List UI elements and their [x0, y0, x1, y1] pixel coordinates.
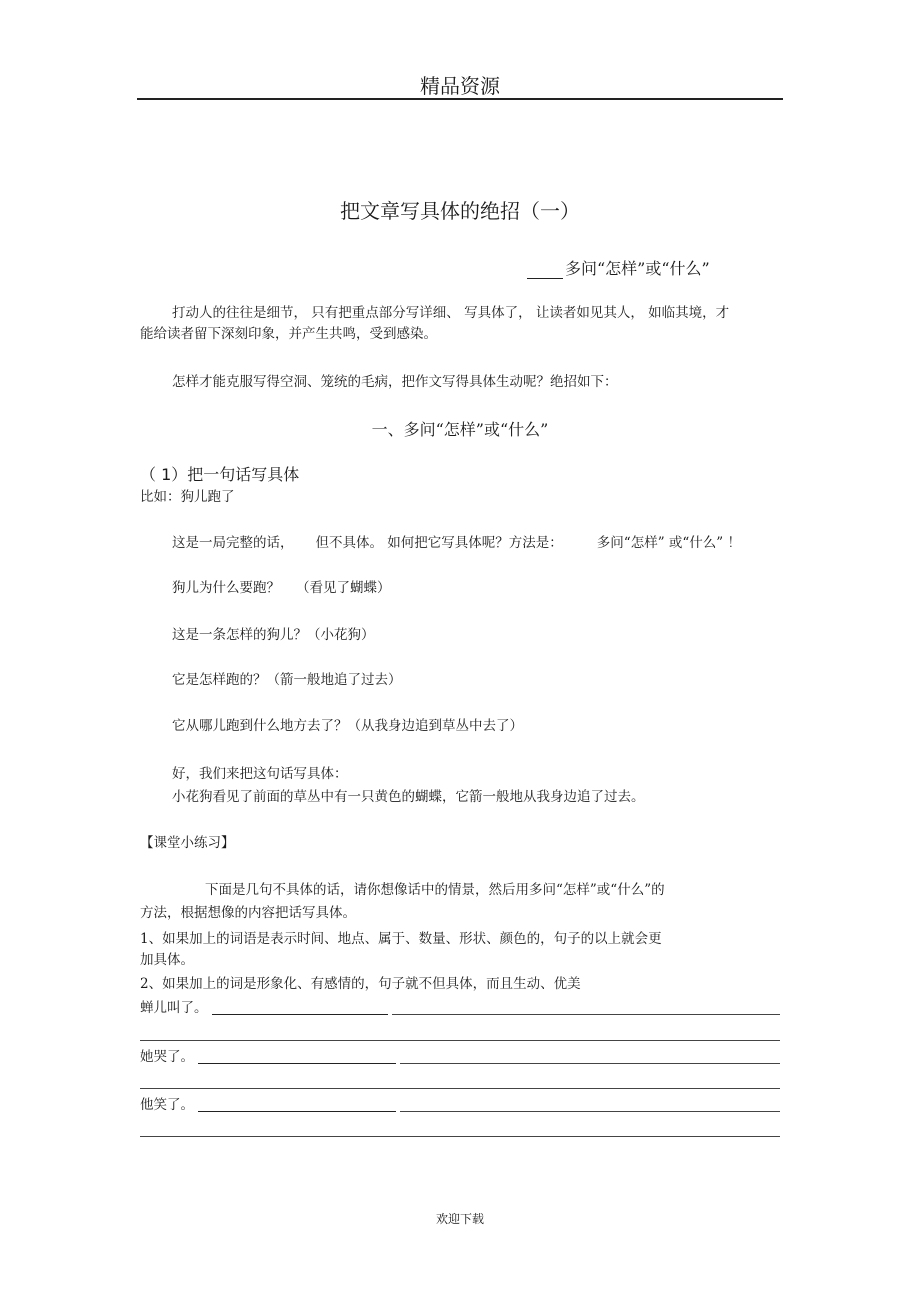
answer-line[interactable]: [198, 1063, 396, 1064]
intro-line-2: 能给读者留下深刻印象，并产生共鸣，受到感染。: [140, 326, 437, 342]
qa-item: 它从哪儿跑到什么地方去了？（从我身边追到草丛中去了）: [172, 718, 523, 734]
answer-line[interactable]: [140, 1040, 780, 1041]
qa-item: 它是怎样跑的？（箭一般地追了过去）: [172, 672, 402, 688]
question-paragraph: 怎样才能克服写得空洞、笼统的毛病，把作文写得具体生动呢？绝招如下：: [172, 374, 618, 390]
intro-line-1: 打动人的往往是细节， 只有把重点部分写详细、 写具体了， 让读者如见其人， 如临其境，才: [172, 305, 730, 321]
answer-line[interactable]: [198, 1111, 396, 1112]
explanation-part-1: 这是一局完整的话，: [172, 535, 294, 551]
section-heading: 一、多问“怎样”或“什么”: [371, 420, 549, 439]
result-intro: 好，我们来把这句话写具体：: [172, 766, 348, 782]
page-footer: 欢迎下载: [435, 1212, 484, 1226]
exercise-prompt-1: 蝉儿叫了。: [140, 1000, 208, 1016]
answer-line[interactable]: [140, 1136, 780, 1137]
document-title: 把文章写具体的绝招（一）: [340, 199, 580, 223]
exercise-prompt-3: 他笑了。: [140, 1097, 194, 1113]
explanation-part-3: 多问“怎样” 或“什么” ！: [596, 535, 741, 551]
practice-instruction-2: 方法，根据想像的内容把话写具体。: [140, 905, 356, 921]
tip-1: 1、如果加上的词语是表示时间、地点、属于、数量、形状、颜色的，句子的以上就会更: [140, 931, 662, 947]
subsection-heading: （ 1）把一句话写具体: [140, 465, 300, 484]
answer-line[interactable]: [392, 1014, 780, 1015]
practice-heading: 【课堂小练习】: [140, 835, 235, 851]
subtitle-blank-line: [527, 264, 563, 279]
header-divider: [137, 98, 783, 100]
exercise-prompt-2: 她哭了。: [140, 1049, 194, 1065]
answer-line[interactable]: [400, 1063, 780, 1064]
practice-instruction-1: 下面是几句不具体的话，请你想像话中的情景，然后用多问“怎样”或“什么”的: [205, 882, 665, 898]
tip-2: 2、如果加上的词是形象化、有感情的，句子就不但具体，而且生动、优美: [140, 976, 581, 992]
page-header-title: 精品资源: [420, 74, 500, 98]
qa-item: 狗儿为什么要跑？ （看见了蝴蝶）: [172, 580, 391, 596]
result-sentence: 小花狗看见了前面的草丛中有一只黄色的蝴蝶，它箭一般地从我身边追了过去。: [172, 789, 645, 805]
qa-item: 这是一条怎样的狗儿？（小花狗）: [172, 627, 375, 643]
answer-line[interactable]: [140, 1088, 780, 1089]
tip-1-continued: 加具体。: [140, 952, 194, 968]
example-label: 比如：狗儿跑了: [140, 489, 235, 505]
answer-line[interactable]: [212, 1014, 388, 1015]
answer-line[interactable]: [400, 1111, 780, 1112]
explanation-line: [172, 531, 741, 555]
document-subtitle: 多问“怎样”或“什么”: [527, 256, 710, 279]
explanation-part-2: 但不具体。 如何把它写具体呢？方法是：: [315, 535, 563, 551]
